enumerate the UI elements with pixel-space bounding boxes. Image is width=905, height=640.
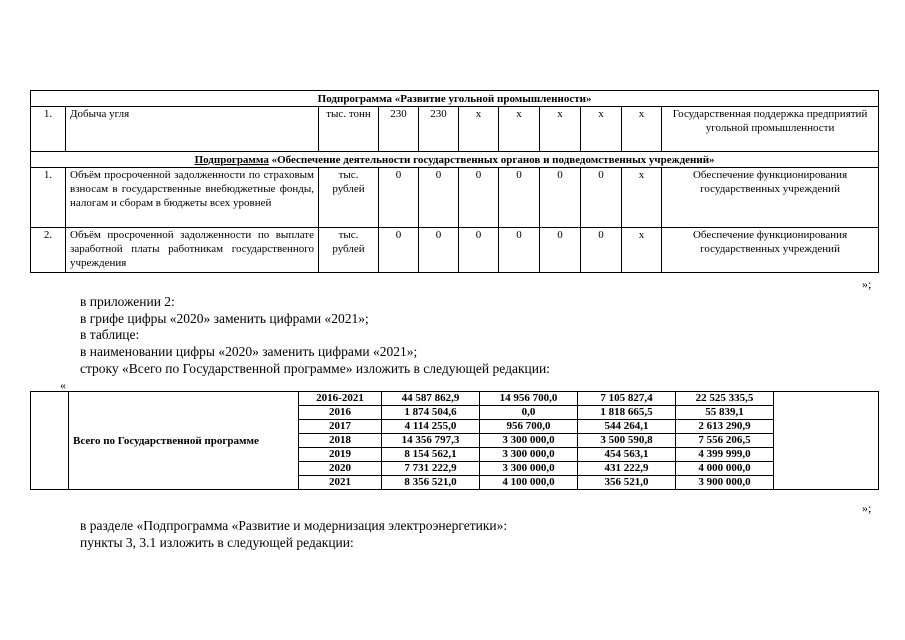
paragraph: в грифе цифры «2020» заменить цифрами «2021»; (80, 311, 369, 326)
unit-cell: тыс. рублей (319, 168, 379, 228)
federal-cell: 14 956 700,0 (480, 392, 578, 406)
indicator-name: Добыча угля (66, 107, 319, 152)
value-cell: 0 (459, 168, 499, 228)
value-cell: 0 (581, 168, 622, 228)
value-cell: 0 (419, 168, 459, 228)
year-cell: 2018 (299, 434, 382, 448)
total-label: Всего по Государственной программе (69, 392, 299, 490)
year-cell: 2021 (299, 476, 382, 490)
regional-cell: 1 818 665,5 (578, 406, 676, 420)
total-cell: 8 356 521,0 (382, 476, 480, 490)
year-cell: 2016-2021 (299, 392, 382, 406)
federal-cell: 3 300 000,0 (480, 462, 578, 476)
goal-cell: Государственная поддержка предприятий угольной промышленности (662, 107, 879, 152)
closing-quote: »; (862, 277, 872, 291)
subprogram-name: «Обеспечение деятельности государственных органов и подведомственных учреждений» (268, 154, 715, 166)
value-cell: 230 (419, 107, 459, 152)
regional-cell: 544 264,1 (578, 420, 676, 434)
paragraph: пункты 3, 3.1 изложить в следующей редакции: (80, 535, 354, 550)
value-cell: 230 (379, 107, 419, 152)
regional-cell: 454 563,1 (578, 448, 676, 462)
paragraph: строку «Всего по Государственной программе» изложить в следующей редакции: (80, 361, 550, 376)
total-cell: 7 731 222,9 (382, 462, 480, 476)
value-cell: х (581, 107, 622, 152)
subprogram-prefix: Подпрограмма (194, 154, 269, 166)
value-cell: х (622, 107, 662, 152)
regional-cell: 3 500 590,8 (578, 434, 676, 448)
indicators-table (30, 90, 879, 273)
federal-cell: 956 700,0 (480, 420, 578, 434)
value-cell: 0 (459, 228, 499, 273)
indicator-name: Объём просроченной задолженности по выплате заработной платы работникам государственного учреждения (66, 228, 319, 273)
empty-tail-cell (774, 392, 879, 490)
total-cell: 1 874 504,6 (382, 406, 480, 420)
indicator-name: Объём просроченной задолженности по страховым взносам в государственные внебюджетные фонды, налогам и сборам в бюджеты всех уровней (66, 168, 319, 228)
totals-table (30, 391, 879, 490)
row-number: 2. (31, 228, 66, 273)
value-cell: 0 (499, 168, 540, 228)
regional-cell: 7 105 827,4 (578, 392, 676, 406)
paragraph: в таблице: (80, 327, 140, 342)
other-cell: 55 839,1 (676, 406, 774, 420)
subprogram-header-row (31, 91, 879, 107)
total-cell: 44 587 862,9 (382, 392, 480, 406)
paragraph: в разделе «Подпрограмма «Развитие и модернизация электроэнергетики»: (80, 518, 508, 533)
year-cell: 2019 (299, 448, 382, 462)
other-cell: 7 556 206,5 (676, 434, 774, 448)
federal-cell: 0,0 (480, 406, 578, 420)
value-cell: х (622, 228, 662, 273)
subprogram-title (31, 152, 879, 168)
year-cell: 2016 (299, 406, 382, 420)
value-cell: 0 (540, 228, 581, 273)
row-number: 1. (31, 107, 66, 152)
value-cell: х (540, 107, 581, 152)
regional-cell: 431 222,9 (578, 462, 676, 476)
value-cell: х (499, 107, 540, 152)
table-row (31, 168, 879, 228)
closing-quote: »; (862, 501, 872, 515)
value-cell: 0 (379, 228, 419, 273)
total-cell: 4 114 255,0 (382, 420, 480, 434)
federal-cell: 3 300 000,0 (480, 434, 578, 448)
paragraph: в наименовании цифры «2020» заменить цифрами «2021»; (80, 344, 418, 359)
federal-cell: 3 300 000,0 (480, 448, 578, 462)
opening-quote: « (60, 378, 66, 392)
table-row (31, 107, 879, 152)
other-cell: 22 525 335,5 (676, 392, 774, 406)
federal-cell: 4 100 000,0 (480, 476, 578, 490)
subprogram-header-row (31, 152, 879, 168)
regional-cell: 356 521,0 (578, 476, 676, 490)
table-row (31, 228, 879, 273)
value-cell: х (622, 168, 662, 228)
goal-cell: Обеспечение функционирования государственных учреждений (662, 168, 879, 228)
value-cell: 0 (379, 168, 419, 228)
row-number: 1. (31, 168, 66, 228)
other-cell: 2 613 290,9 (676, 420, 774, 434)
goal-cell: Обеспечение функционирования государственных учреждений (662, 228, 879, 273)
table-row (31, 392, 879, 406)
unit-cell: тыс. тонн (319, 107, 379, 152)
other-cell: 4 000 000,0 (676, 462, 774, 476)
value-cell: 0 (499, 228, 540, 273)
empty-number-cell (31, 392, 69, 490)
year-cell: 2020 (299, 462, 382, 476)
total-cell: 8 154 562,1 (382, 448, 480, 462)
paragraph: в приложении 2: (80, 294, 175, 309)
value-cell: х (459, 107, 499, 152)
value-cell: 0 (540, 168, 581, 228)
other-cell: 3 900 000,0 (676, 476, 774, 490)
value-cell: 0 (581, 228, 622, 273)
value-cell: 0 (419, 228, 459, 273)
year-cell: 2017 (299, 420, 382, 434)
other-cell: 4 399 999,0 (676, 448, 774, 462)
total-cell: 14 356 797,3 (382, 434, 480, 448)
subprogram-title: Подпрограмма «Развитие угольной промышленности» (31, 91, 879, 107)
unit-cell: тыс. рублей (319, 228, 379, 273)
